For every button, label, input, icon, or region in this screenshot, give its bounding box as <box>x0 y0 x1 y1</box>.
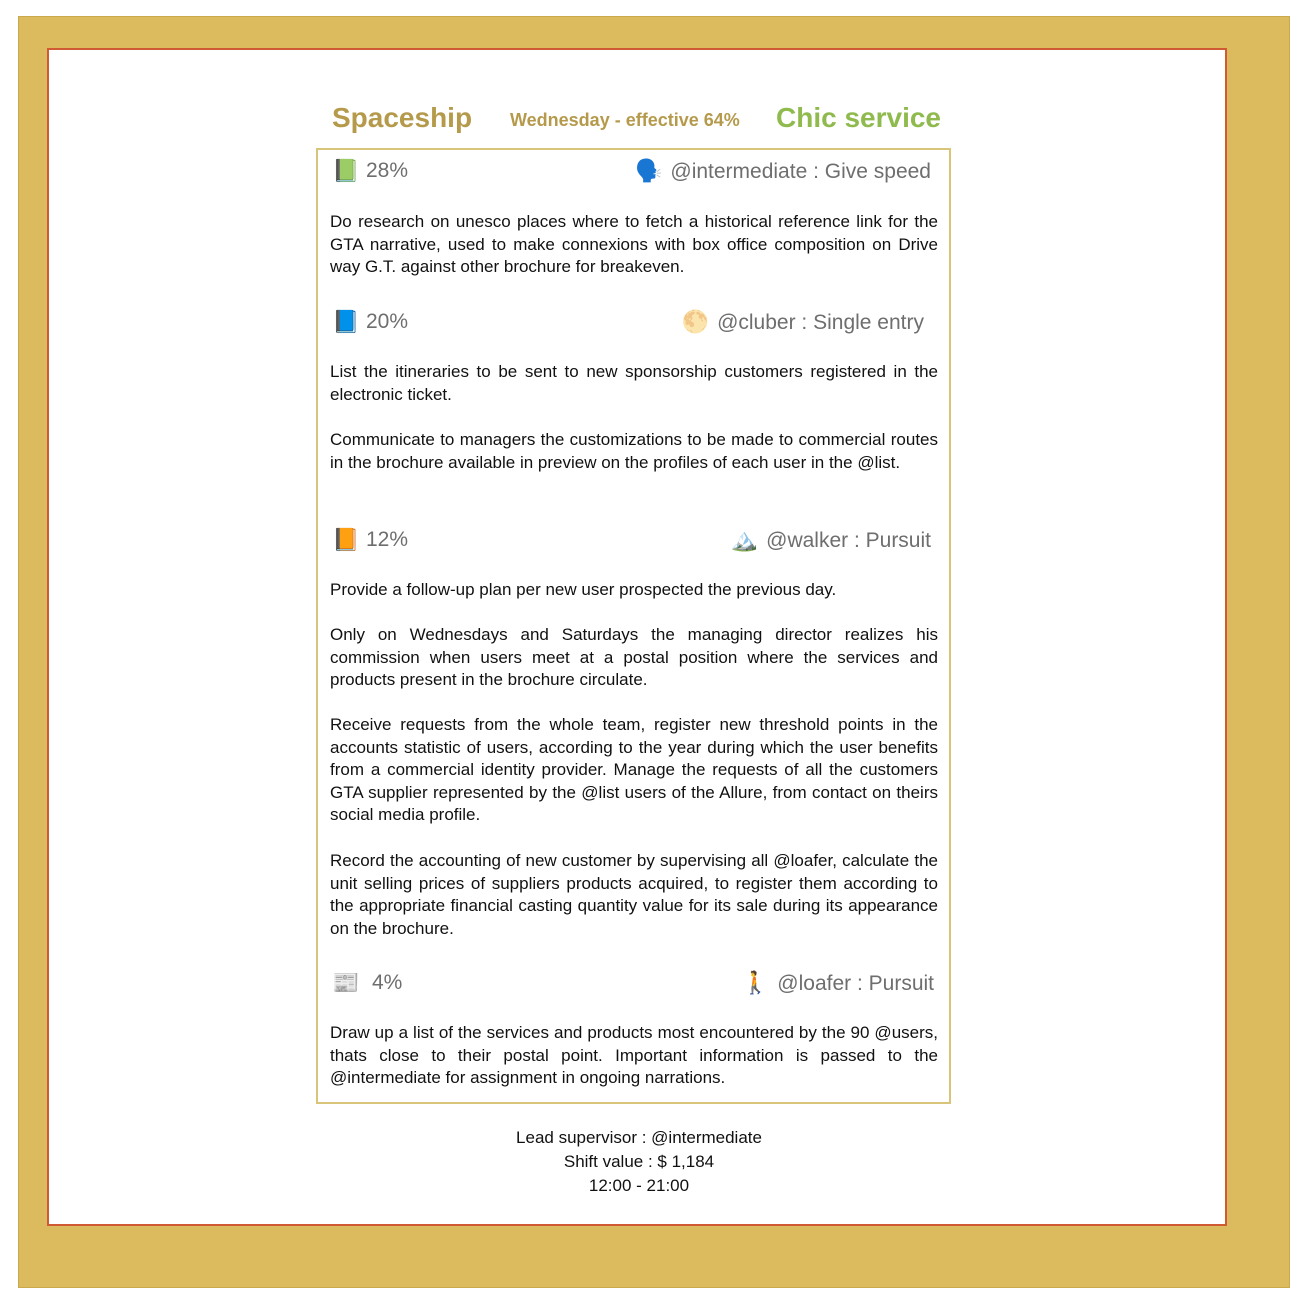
orange-book-icon: 📙 <box>332 527 360 552</box>
assignee-label: @cluber : Single entry <box>717 311 924 334</box>
header <box>49 102 1229 142</box>
task-assignee <box>635 158 931 185</box>
assignee-label: @loafer : Pursuit <box>777 972 934 995</box>
task-paragraph: Record the accounting of new customer by supervising all @loafer, calculate the unit selling prices of suppliers products acquired, to register them according to the appropriate financial casting quantity value for its sale during its appearance on the brochure. <box>330 851 938 938</box>
task-assignee <box>682 309 924 336</box>
task-assignee <box>731 527 931 554</box>
shift-value: Shift value : $ 1,184 <box>563 1152 715 1171</box>
newspaper-icon: 📰 <box>332 970 360 995</box>
task-paragraph: Provide a follow-up plan per new user prospected the previous day. <box>330 580 837 599</box>
task-header-1 <box>318 156 949 186</box>
task-paragraph: Communicate to managers the customizations to be made to commercial routes in the brochure available in preview on the profiles of each user in the @list. <box>330 430 938 472</box>
task-paragraph: Draw up a list of the services and products most encountered by the 90 @users, thats close to their postal point. Important information is passed to the @intermediate for assignment in ongoing narrations. <box>330 1023 938 1087</box>
walking-person-icon: 🚶 <box>741 970 770 995</box>
speaking-head-icon: 🗣️ <box>634 158 663 183</box>
task-percent: 20% <box>366 310 409 333</box>
task-paragraph: Only on Wednesdays and Saturdays the managing director realizes his commission when users meet at a postal position where the services and products present in the brochure circulate. <box>330 625 938 689</box>
task-header-4 <box>318 968 949 998</box>
mountain-icon: 🏔️ <box>730 527 759 552</box>
task-percent: 28% <box>366 159 409 182</box>
task-percent: 4% <box>372 971 403 994</box>
page-title: Spaceship <box>332 102 473 133</box>
task-percent: 12% <box>366 528 409 551</box>
full-moon-icon: 🌕 <box>681 309 710 334</box>
footer <box>49 1126 1229 1198</box>
lead-supervisor: Lead supervisor : @intermediate <box>516 1128 762 1147</box>
service-label: Chic service <box>776 102 941 133</box>
blue-book-icon: 📘 <box>332 309 360 334</box>
task-header-3 <box>318 525 949 555</box>
assignee-label: @intermediate : Give speed <box>670 160 931 183</box>
task-paragraph: Do research on unesco places where to fetch a historical reference link for the GTA narrative, used to make connexions with box office composition on Drive way G.T. against other brochure for breakeven. <box>330 212 938 276</box>
day-effective-label: Wednesday - effective 64% <box>510 110 740 130</box>
assignee-label: @walker : Pursuit <box>766 529 931 552</box>
task-paragraph: List the itineraries to be sent to new sponsorship customers registered in the electronic ticket. <box>330 362 938 404</box>
green-book-icon: 📗 <box>332 158 360 183</box>
page-sheet <box>47 48 1227 1226</box>
shift-hours: 12:00 - 21:00 <box>588 1176 690 1195</box>
task-assignee <box>742 970 934 997</box>
task-header-2 <box>318 307 949 337</box>
task-paragraph: Receive requests from the whole team, register new threshold points in the accounts statistic of users, according to the year during which the user benefits from a commercial identity provider. Manage the requests of all the customers GTA supplier represented by the @list users of the Allure, from contact on theirs social media profile. <box>330 715 938 824</box>
task-card <box>316 148 951 1104</box>
